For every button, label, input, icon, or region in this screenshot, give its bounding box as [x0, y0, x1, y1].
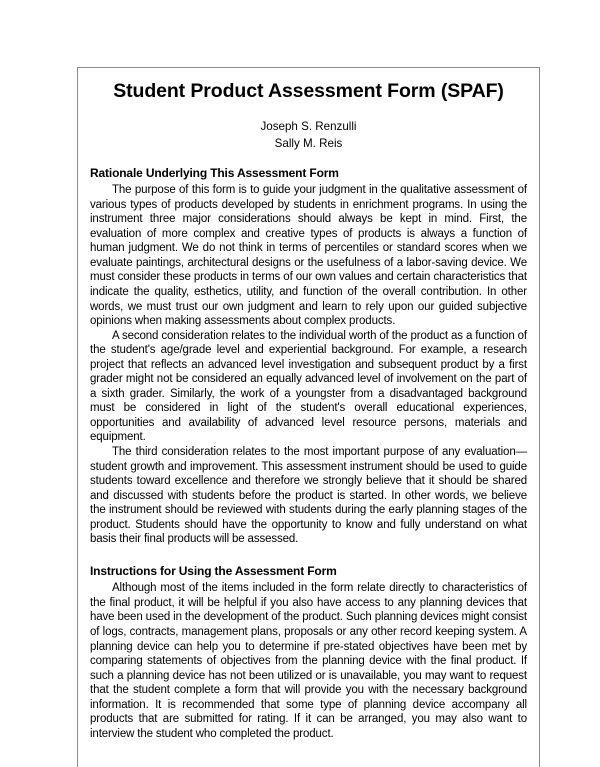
- author-name-1: Joseph S. Renzulli: [260, 120, 357, 134]
- page-title: Student Product Assessment Form (SPAF): [113, 80, 504, 102]
- instructions-paragraph-1: Although most of the items included in the form relate directly to characteristics of the final product, it will be helpful if you also have access to any planning devices that have been used in the development of the product. Such planning devices might consist of logs, contracts, management plans, proposals or any other record keeping system. A planning device can help you to determine if pre-stated objectives have been met by comparing statements of objectives from the planning device with the final product. If such a planning device has not been utilized or is unavailable, you may want to request that the student complete a form that will provide you with the necessary background information. It is recommended that some type of planning device accompany all products that are submitted for rating. If it can be arranged, you may also want to interview the student who completed the product.: [90, 582, 527, 740]
- document-page: [77, 67, 540, 767]
- section-heading-instructions: Instructions for Using the Assessment Form: [90, 563, 337, 578]
- author-block: [90, 119, 527, 152]
- rationale-paragraph-3: The third consideration relates to the most important purpose of any evaluation—student growth and improvement. This assessment instrument should be used to guide students toward excellence and therefore we strongly believe that it should be shared and discussed with students before the product is started. In other words, we believe the instrument should be reviewed with students during the early planning stages of the product. Students should have the opportunity to know and fully understand on what basis their final products will be assessed.: [90, 445, 527, 546]
- rationale-paragraph-2: A second consideration relates to the individual worth of the product as a function of the student's age/grade level and experiential background. For example, a research project that reflects an advanced level investigation and subsequent product by a first grader might not be considered an equally advanced level of involvement on the part of a sixth grader. Similarly, the work of a youngster from a disadvantaged background must be considered in light of the student's overall educational experiences, opportunities and availability of advanced level resource persons, materials and equipment.: [90, 329, 527, 444]
- author-name-2: Sally M. Reis: [274, 136, 343, 150]
- rationale-paragraph-1: The purpose of this form is to guide your judgment in the qualitative assessment of various types of products developed by students in enrichment programs. In using the instrument three major considerations should always be kept in mind. First, the evaluation of more complex and creative types of products is always a function of human judgment. We do not think in terms of percentiles or standard scores when we evaluate paintings, architectural designs or the usefulness of a labor-saving device. We must consider these products in terms of our own values and certain characteristics that indicate the quality, esthetics, utility, and function of the overall contribution. In other words, we must trust our own judgment and learn to rely upon our guided subjective opinions when making assessments about complex products.: [90, 184, 527, 328]
- section-heading-rationale: Rationale Underlying This Assessment Form: [90, 165, 339, 180]
